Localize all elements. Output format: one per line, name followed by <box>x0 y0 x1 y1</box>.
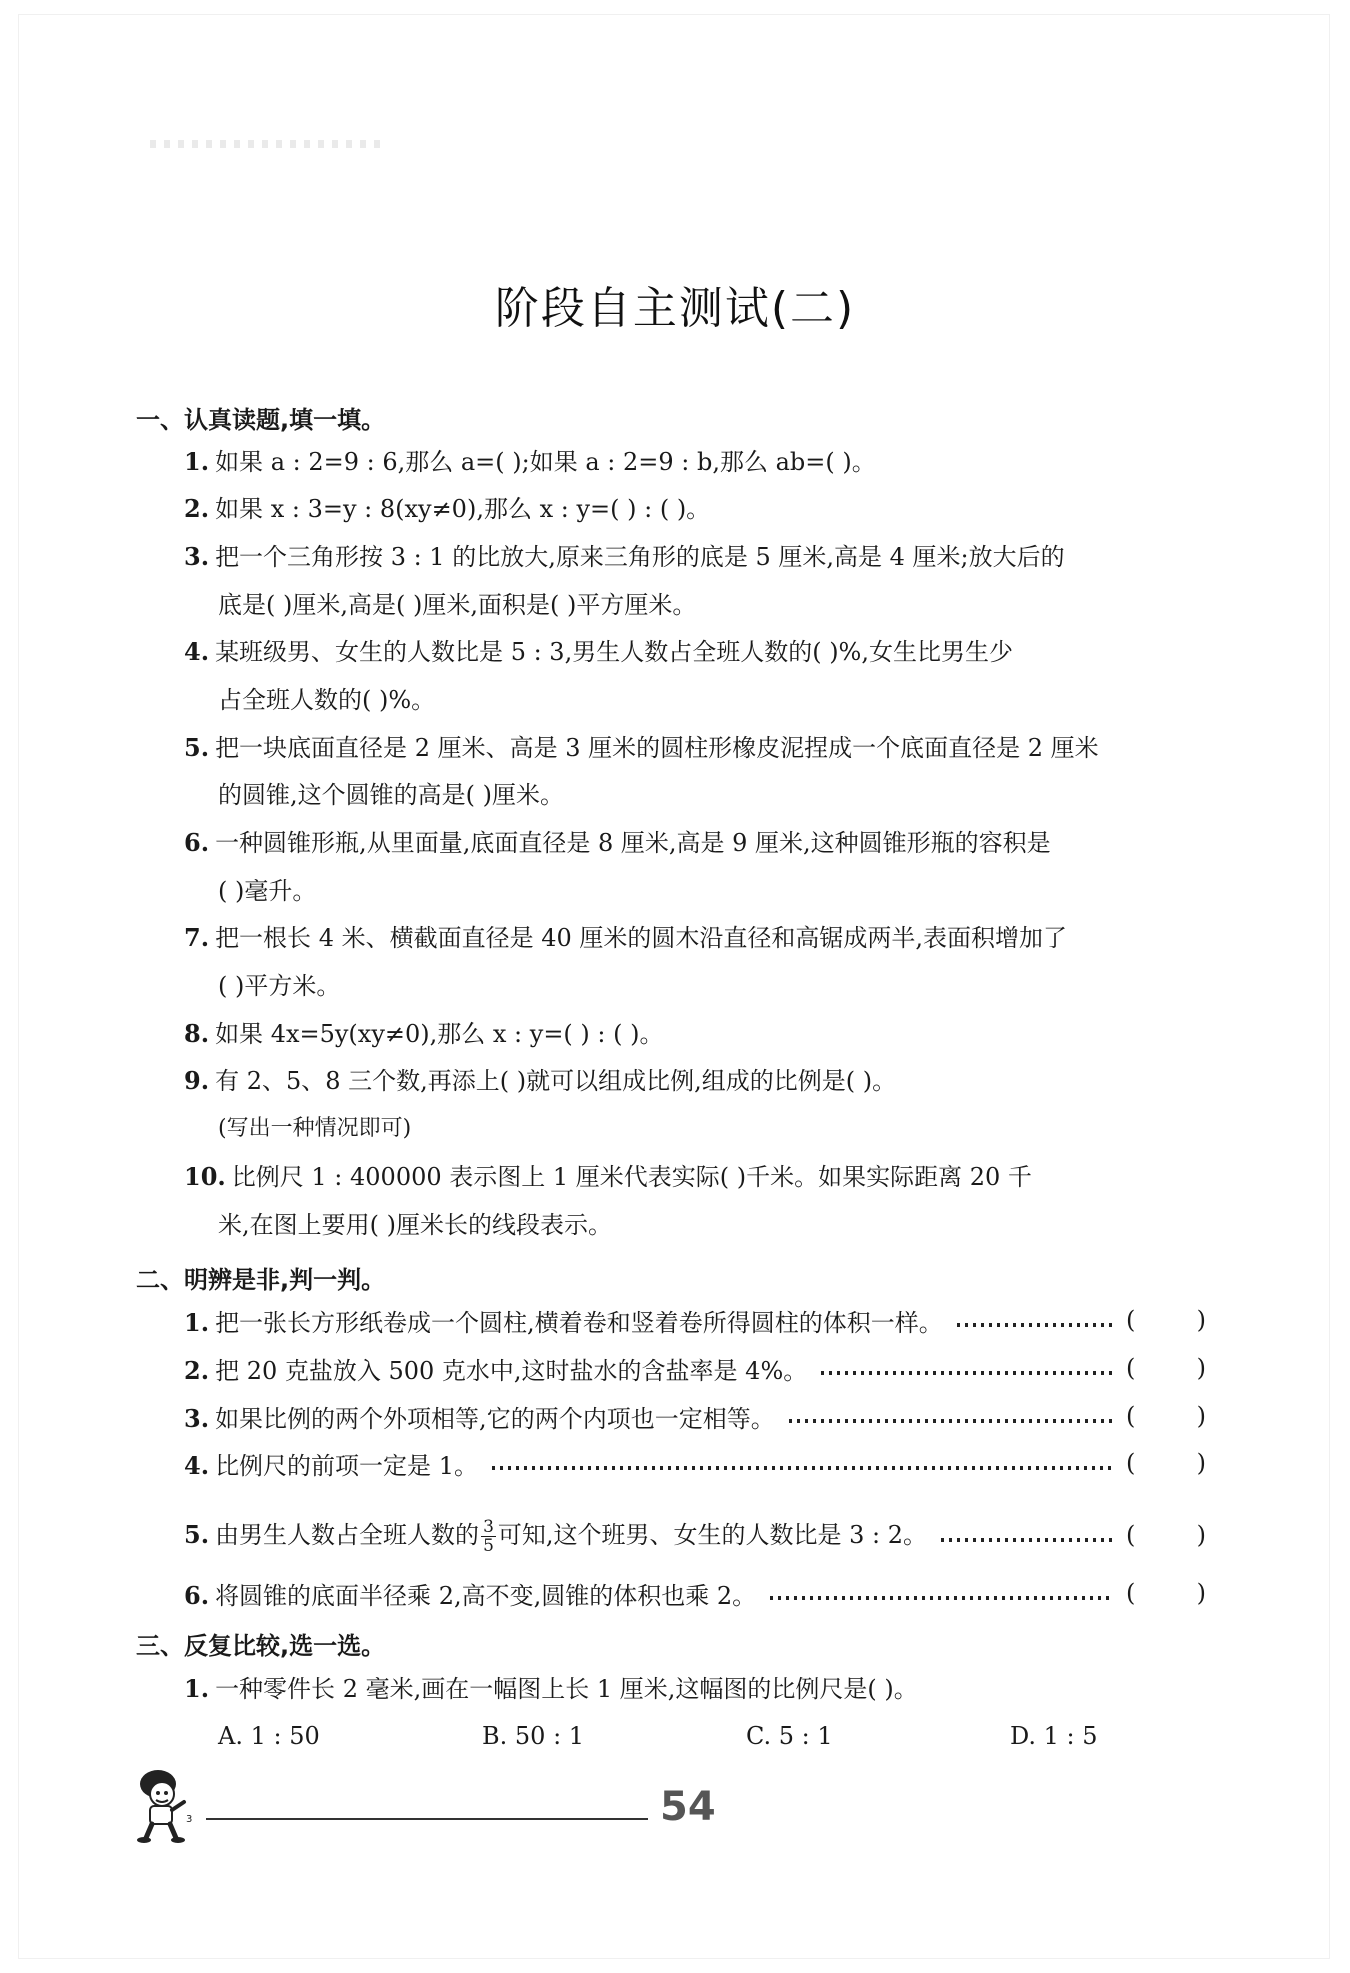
judge-text-wrap <box>184 1576 756 1611</box>
question-text: 如果 a : 2=9 : 6,那么 a=( );如果 a : 2=9 : b,那么 ab=( )。 <box>215 448 876 476</box>
fill-question-10-line-2: 米,在图上要用( )厘米长的线段表示。 <box>218 1211 612 1239</box>
question-text: 如果 4x=5y(xy≠0),那么 x : y=( ) : ( )。 <box>215 1020 664 1048</box>
question-text-before: 由男生人数占全班人数的 <box>215 1521 480 1549</box>
leader-dots <box>957 1323 1112 1327</box>
page-number: 54 <box>660 1784 716 1830</box>
paren-close: ) <box>1196 1449 1206 1477</box>
question-text: 比例尺的前项一定是 1。 <box>215 1451 478 1480</box>
answer-parentheses[interactable] <box>1126 1306 1206 1334</box>
fill-question-5 <box>184 733 1099 763</box>
page-title: 阶段自主测试(二) <box>494 283 856 334</box>
paren-open: ( <box>1126 1354 1136 1382</box>
fill-question-6 <box>184 828 1051 858</box>
fraction-numerator: 3 <box>483 1517 494 1537</box>
question-number: 3. <box>184 1403 210 1433</box>
judge-text-wrap <box>184 1446 478 1481</box>
question-number: 4. <box>184 1450 210 1480</box>
fill-question-5-line-2: 的圆锥,这个圆锥的高是( )厘米。 <box>218 781 564 809</box>
answer-parentheses[interactable] <box>1126 1402 1206 1430</box>
judge-text-wrap <box>184 1399 775 1434</box>
svg-text:3: 3 <box>186 1814 193 1825</box>
paren-open: ( <box>1126 1521 1136 1549</box>
section-choose-heading: 三、反复比较,选一选。 <box>136 1632 386 1660</box>
fraction-denominator: 5 <box>483 1536 494 1556</box>
question-number: 5. <box>184 1520 210 1549</box>
fraction <box>481 1518 496 1555</box>
judge-question-4 <box>184 1448 1206 1478</box>
option-c[interactable]: C. 5 : 1 <box>746 1722 833 1750</box>
answer-parentheses[interactable] <box>1126 1521 1206 1549</box>
fill-question-4 <box>184 637 1013 667</box>
leader-dots <box>492 1466 1112 1470</box>
faint-scan-mark <box>150 140 380 148</box>
question-number: 2. <box>184 494 210 523</box>
fill-question-9-note: (写出一种情况即可) <box>218 1116 412 1141</box>
judge-question-6 <box>184 1578 1206 1608</box>
question-number: 6. <box>184 1580 210 1610</box>
question-number: 10. <box>184 1162 226 1191</box>
footer-rule <box>206 1818 648 1820</box>
question-number: 8. <box>184 1019 210 1048</box>
fill-question-7-line-2: ( )平方米。 <box>218 972 341 1000</box>
fill-question-3 <box>184 542 1065 572</box>
section-judge-heading: 二、明辨是非,判一判。 <box>136 1266 386 1294</box>
fill-question-4-line-2: 占全班人数的( )%。 <box>218 686 436 714</box>
paren-open: ( <box>1126 1449 1136 1477</box>
question-number: 7. <box>184 923 210 952</box>
choose-question-1 <box>184 1674 918 1704</box>
judge-question-5 <box>184 1510 1206 1560</box>
question-text: 某班级男、女生的人数比是 5 : 3,男生人数占全班人数的( )%,女生比男生少 <box>215 638 1013 666</box>
judge-question-2 <box>184 1353 1206 1383</box>
fill-question-7 <box>184 923 1067 953</box>
fill-question-1 <box>184 447 876 477</box>
leader-dots <box>821 1371 1112 1375</box>
question-text: 一种圆锥形瓶,从里面量,底面直径是 8 厘米,高是 9 厘米,这种圆锥形瓶的容积是 <box>215 829 1051 857</box>
question-number: 4. <box>184 637 210 666</box>
question-text-after: 可知,这个班男、女生的人数比是 3 : 2。 <box>497 1521 928 1549</box>
fill-question-3-line-2: 底是( )厘米,高是( )厘米,面积是( )平方厘米。 <box>218 591 697 619</box>
question-text: 如果比例的两个外项相等,它的两个内项也一定相等。 <box>215 1404 775 1433</box>
question-number: 9. <box>184 1066 210 1095</box>
judge-question-1 <box>184 1305 1206 1335</box>
option-d[interactable]: D. 1 : 5 <box>1010 1722 1098 1750</box>
paren-close: ) <box>1196 1402 1206 1430</box>
judge-text-wrap <box>184 1351 807 1386</box>
question-number: 1. <box>184 1307 210 1337</box>
paren-close: ) <box>1196 1521 1206 1549</box>
question-text: 把 20 克盐放入 500 克水中,这时盐水的含盐率是 4%。 <box>215 1356 808 1385</box>
paren-close: ) <box>1196 1579 1206 1607</box>
judge-text-wrap <box>184 1303 943 1338</box>
paren-open: ( <box>1126 1306 1136 1334</box>
answer-parentheses[interactable] <box>1126 1449 1206 1477</box>
option-a[interactable]: A. 1 : 50 <box>218 1722 320 1750</box>
leader-dots <box>789 1419 1112 1423</box>
paren-open: ( <box>1126 1402 1136 1430</box>
question-text: 把一根长 4 米、横截面直径是 40 厘米的圆木沿直径和高锯成两半,表面积增加了 <box>215 924 1068 952</box>
question-text: 如果 x : 3=y : 8(xy≠0),那么 x : y=( ) : ( )。 <box>215 495 711 523</box>
fill-question-8 <box>184 1019 664 1049</box>
fill-question-6-line-2: ( )毫升。 <box>218 877 317 905</box>
question-text: 一种零件长 2 毫米,画在一幅图上长 1 厘米,这幅图的比例尺是( )。 <box>215 1675 918 1703</box>
question-number: 5. <box>184 733 210 762</box>
fill-question-2 <box>184 494 710 524</box>
question-text: 比例尺 1 : 400000 表示图上 1 厘米代表实际( )千米。如果实际距离 20 千 <box>231 1163 1032 1191</box>
paren-close: ) <box>1196 1354 1206 1382</box>
leader-dots <box>770 1596 1112 1600</box>
question-text: 把一张长方形纸卷成一个圆柱,横着卷和竖着卷所得圆柱的体积一样。 <box>215 1308 943 1337</box>
paren-close: ) <box>1196 1306 1206 1334</box>
question-number: 1. <box>184 1674 210 1703</box>
question-number: 6. <box>184 828 210 857</box>
fill-question-10 <box>184 1162 1032 1192</box>
question-number: 1. <box>184 447 210 476</box>
question-text: 把一个三角形按 3 : 1 的比放大,原来三角形的底是 5 厘米,高是 4 厘米;放大后的 <box>215 543 1065 571</box>
fill-question-9 <box>184 1066 896 1096</box>
leader-dots <box>941 1538 1112 1542</box>
judge-question-3 <box>184 1401 1206 1431</box>
option-b[interactable]: B. 50 : 1 <box>482 1722 585 1750</box>
question-text: 将圆锥的底面半径乘 2,高不变,圆锥的体积也乘 2。 <box>215 1581 757 1610</box>
question-text: 把一块底面直径是 2 厘米、高是 3 厘米的圆柱形橡皮泥捏成一个底面直径是 2 厘米 <box>215 734 1099 762</box>
answer-parentheses[interactable] <box>1126 1579 1206 1607</box>
question-text: 有 2、5、8 三个数,再添上( )就可以组成比例,组成的比例是( )。 <box>215 1067 897 1095</box>
mascot-illustration <box>128 1762 200 1844</box>
paren-open: ( <box>1126 1579 1136 1607</box>
judge-text-wrap <box>184 1515 927 1555</box>
answer-parentheses[interactable] <box>1126 1354 1206 1382</box>
question-number: 2. <box>184 1355 210 1385</box>
question-number: 3. <box>184 542 210 571</box>
section-fill-heading: 一、认真读题,填一填。 <box>136 406 386 434</box>
